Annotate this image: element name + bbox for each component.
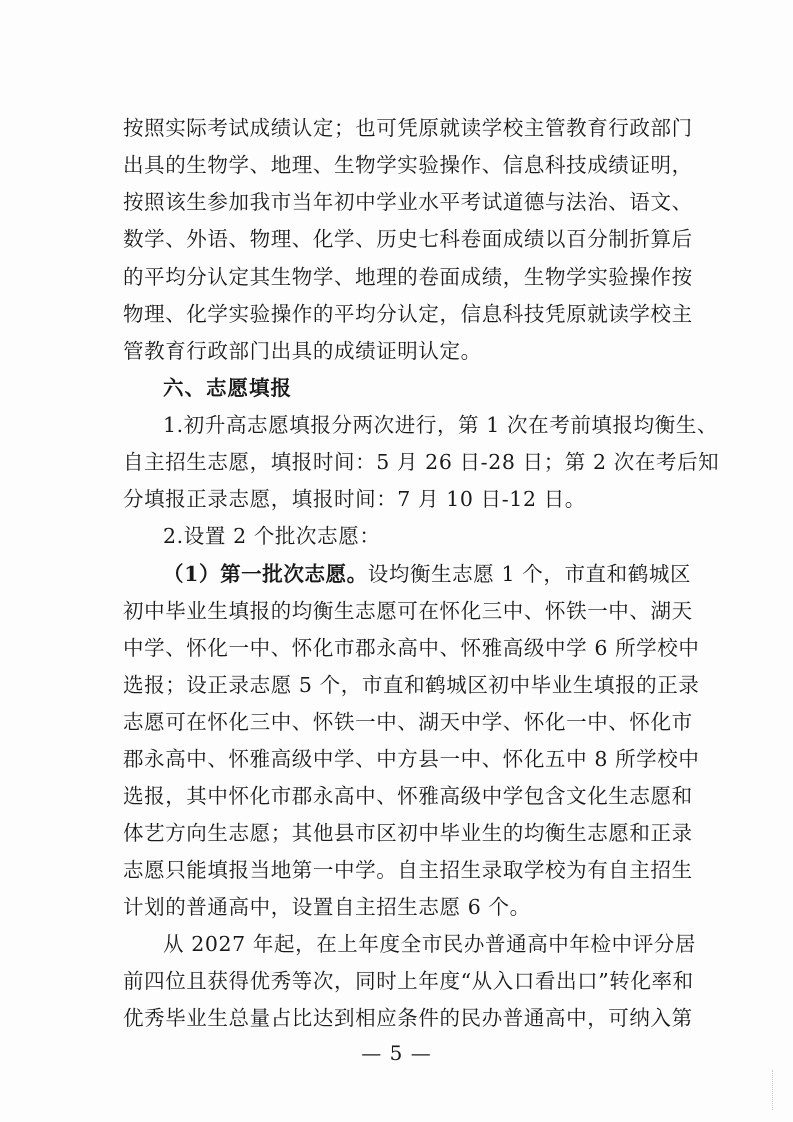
text-line (163, 559, 691, 589)
text-line: 的平均分认定其生物学、地理的卷面成绩，生物学实验操作按 (123, 265, 693, 289)
text-line: 1.初升高志愿填报分两次进行，第 1 次在考前填报均衡生、 (163, 413, 719, 437)
text-line: 中学、怀化一中、怀化市郡永高中、怀雅高级中学 6 所学校中 (123, 636, 700, 660)
text-line: 选报，其中怀化市郡永高中、怀雅高级中学包含文化生志愿和 (123, 784, 693, 808)
text-line: 前四位且获得优秀等次，同时上年度“从入口看出口”转化率和 (123, 969, 694, 993)
text-line: 优秀毕业生总量占比达到相应条件的民办普通高中，可纳入第 (123, 1006, 693, 1030)
text-line: 郡永高中、怀雅高级中学、中方县一中、怀化五中 8 所学校中 (123, 747, 700, 771)
text-line: 初中毕业生填报的均衡生志愿可在怀化三中、怀铁一中、湖天 (123, 599, 693, 623)
text-line: 数学、外语、物理、化学、历史七科卷面成绩以百分制折算后 (123, 227, 693, 251)
page-number: — 5 — (361, 1041, 432, 1065)
text-line: 体艺方向生志愿；其他县市区初中毕业生的均衡生志愿和正录 (123, 821, 693, 845)
text-line: 从 2027 年起，在上年度全市民办普通高中年检中评分居 (163, 932, 697, 956)
text-line: 分填报正录志愿，填报时间：7 月 10 日-12 日。 (123, 487, 586, 511)
text-line: 选报；设正录志愿 5 个，市直和鹤城区初中毕业生填报的正录 (123, 673, 700, 697)
binding-mark (772, 1070, 775, 1110)
text-line: 出具的生物学、地理、生物学实验操作、信息科技成绩证明， (123, 153, 693, 177)
batch-text: 设均衡生志愿 1 个，市直和鹤城区 (367, 562, 692, 586)
text-line: 按照该生参加我市当年初中学业水平考试道德与法治、语文、 (123, 190, 693, 214)
text-line: 物理、化学实验操作的平均分认定，信息科技凭原就读学校主 (123, 302, 693, 326)
section-heading: 六、志愿填报 (163, 376, 292, 400)
batch-heading: （1）第一批次志愿。 (163, 562, 368, 586)
text-line: 管教育行政部门出具的成绩证明认定。 (123, 339, 482, 363)
text-line: 按照实际考试成绩认定；也可凭原就读学校主管教育行政部门 (123, 116, 693, 140)
text-line: 志愿可在怀化三中、怀铁一中、湖天中学、怀化一中、怀化市 (123, 710, 693, 734)
text-line: 计划的普通高中，设置自主招生志愿 6 个。 (123, 895, 531, 919)
text-line: 志愿只能填报当地第一中学。自主招生录取学校为有自主招生 (123, 858, 693, 882)
text-line: 2.设置 2 个批次志愿： (163, 524, 381, 548)
text-line: 自主招生志愿，填报时间：5 月 26 日-28 日；第 2 次在考后知 (123, 450, 720, 474)
